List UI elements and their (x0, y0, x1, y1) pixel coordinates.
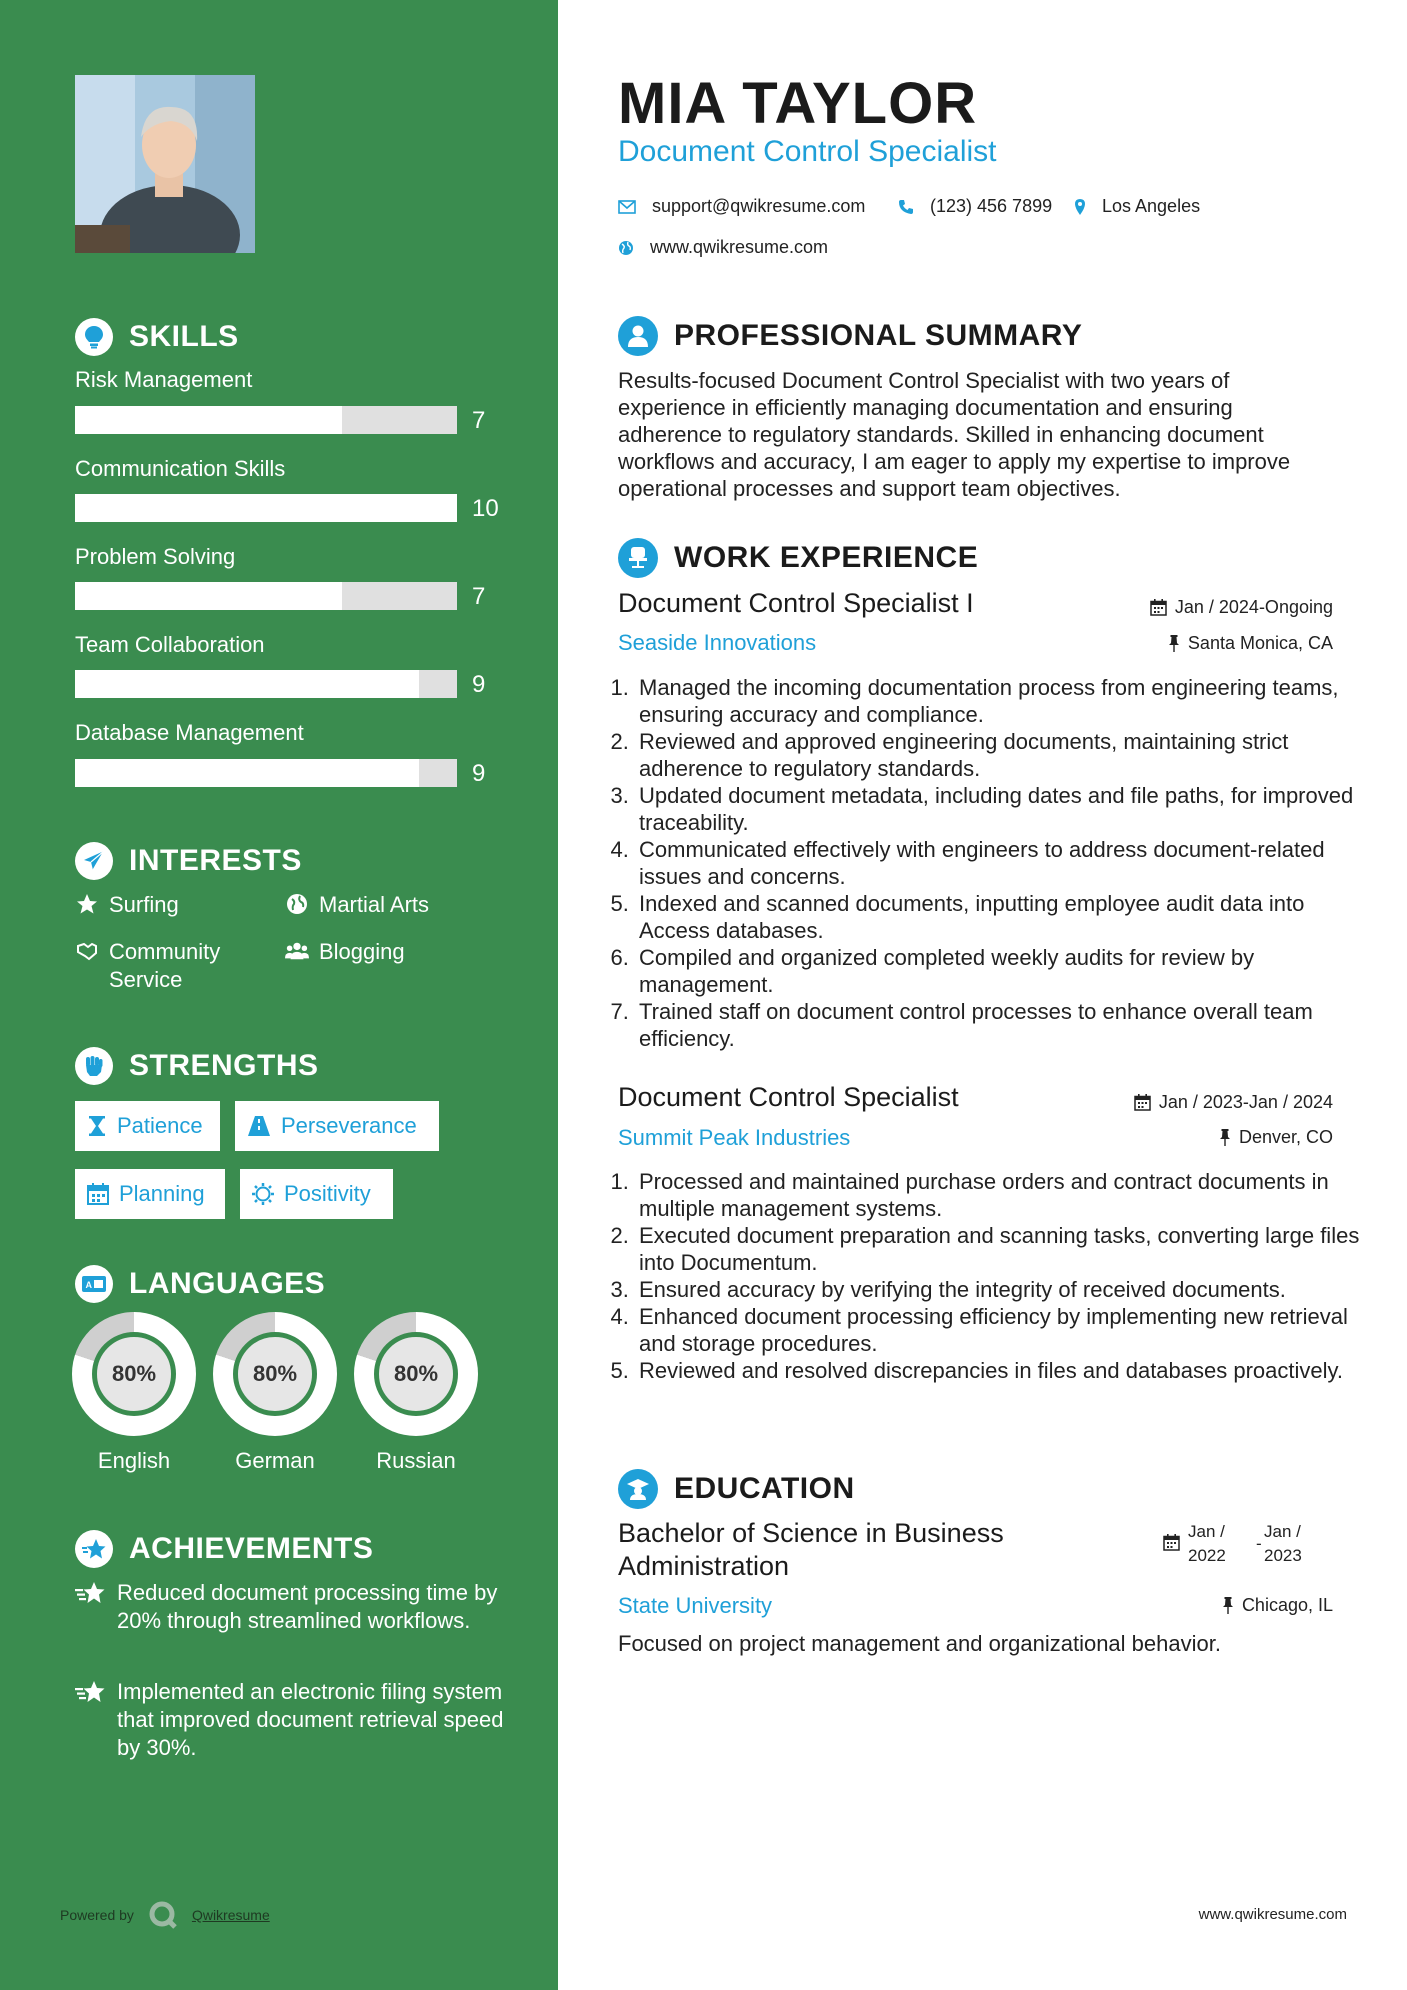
achievement-text: Implemented an electronic filing system that improved document retrieval speed by 30%. (117, 1679, 504, 1760)
summary-title: PROFESSIONAL SUMMARY (674, 319, 1083, 352)
job-location (1168, 633, 1333, 654)
pushpin-icon (1222, 1597, 1234, 1614)
job-bullets (610, 1168, 1363, 1384)
powered-by (60, 1900, 270, 1930)
languages-heading (75, 1265, 325, 1303)
graduate-icon (618, 1469, 658, 1509)
handshake-icon (75, 938, 99, 962)
skill-value: 10 (472, 495, 499, 522)
achievement-text: Reduced document processing time by 20% through streamlined workflows. (117, 1580, 498, 1633)
skill-value: 7 (472, 583, 486, 610)
language-percent: 80% (233, 1332, 317, 1416)
skills-title: SKILLS (129, 320, 239, 353)
achievements-heading (75, 1530, 373, 1568)
education-date-separator: - (1256, 1534, 1262, 1553)
job-bullet: 7. Trained staff on document control processes to enhance overall team efficiency. (635, 998, 1363, 1052)
skill-label: Communication Skills (75, 456, 286, 481)
phone-text[interactable]: (123) 456 7899 (930, 196, 1053, 216)
fist-icon (75, 1047, 113, 1085)
job-dates-text: Jan / 2023-Jan / 2024 (1158, 1092, 1333, 1112)
job-dates (1150, 597, 1333, 618)
globe-icon (285, 891, 309, 915)
language-name: Russian (376, 1448, 456, 1473)
strength-chip (240, 1169, 393, 1219)
education-description: Focused on project management and organizational behavior. (618, 1631, 1221, 1656)
strengths-heading (75, 1047, 319, 1085)
globe-icon (618, 240, 634, 256)
briefcase-chair-icon (618, 538, 658, 578)
skill-bar (75, 759, 457, 787)
hourglass-icon (87, 1115, 107, 1137)
sidebar (0, 0, 558, 1990)
skill-bar-fill (75, 494, 457, 522)
education-start-year: 2022 (1188, 1546, 1226, 1565)
contact-email (618, 196, 865, 217)
language-percent: 80% (92, 1332, 176, 1416)
calendar-icon (1163, 1534, 1180, 1556)
interest-item (75, 891, 179, 919)
education-degree: Bachelor of Science in Business Administration (618, 1518, 1004, 1581)
language-ring (213, 1312, 337, 1436)
location-text: Los Angeles (1102, 196, 1201, 216)
achievement-item (75, 1579, 505, 1635)
job-role: Document Control Specialist (618, 1082, 959, 1112)
education-end (1264, 1520, 1302, 1568)
job-bullet: 6. Compiled and organized completed weekly audits for review by management. (635, 944, 1363, 998)
strength-label: Planning (119, 1181, 205, 1206)
phone-icon (898, 199, 914, 215)
paper-plane-icon (75, 842, 113, 880)
interests-title: INTERESTS (129, 844, 302, 877)
strength-label: Patience (117, 1113, 203, 1138)
job-bullet: 1. Managed the incoming documentation process from engineering teams, ensuring accuracy and compliance. (635, 674, 1363, 728)
summary-text: Results-focused Document Control Specialist with two years of experience in efficiently managing documentation and ensuring adherence to regulatory standards. Skilled in enhancing document workflows and accuracy, I am eager to apply my expertise to improve operational processes and support team objectives. (618, 368, 1291, 501)
interest-label: Surfing (109, 892, 179, 917)
job-bullet: 1. Processed and maintained purchase orders and contract documents in multiple management systems. (635, 1168, 1363, 1222)
sun-icon (252, 1183, 274, 1205)
lightbulb-icon (75, 318, 113, 356)
education-school: State University (618, 1593, 773, 1618)
languages-title: LANGUAGES (129, 1267, 326, 1300)
star-icon (75, 891, 99, 915)
interest-label: Martial Arts (319, 892, 430, 917)
contact-website (618, 237, 828, 258)
language-name: English (97, 1448, 171, 1473)
powered-by-text: Powered by (60, 1907, 134, 1923)
skill-bar-fill (75, 582, 342, 610)
skill-label: Problem Solving (75, 544, 236, 569)
job-location-text: Santa Monica, CA (1187, 633, 1333, 653)
strength-label: Perseverance (281, 1113, 417, 1138)
language-item (72, 1312, 196, 1474)
skill-label: Team Collaboration (75, 632, 265, 657)
job-bullet: 4. Enhanced document processing efficiency by implementing new retrieval and storage procedures. (635, 1303, 1363, 1357)
footer-url[interactable]: www.qwikresume.com (1198, 1906, 1347, 1923)
job-company: Seaside Innovations (618, 630, 817, 655)
email-text[interactable]: support@qwikresume.com (652, 196, 866, 216)
skill-bar (75, 670, 457, 698)
interest-label: Blogging (319, 939, 405, 964)
calendar-icon (87, 1183, 109, 1205)
job-bullet: 2. Executed document preparation and scanning tasks, converting large files into Documentum. (635, 1222, 1363, 1276)
skill-bar (75, 406, 457, 434)
job-company: Summit Peak Industries (618, 1125, 851, 1150)
map-pin-icon (1074, 198, 1086, 216)
language-icon (75, 1265, 113, 1303)
qwikresume-link[interactable]: Qwikresume (191, 1907, 270, 1923)
education-location-text: Chicago, IL (1241, 1595, 1333, 1615)
users-icon (285, 938, 309, 962)
skill-bar-fill (75, 759, 419, 787)
achievements-title: ACHIEVEMENTS (129, 1532, 374, 1565)
skill-bar-fill (75, 670, 419, 698)
interests-heading (75, 842, 302, 880)
strength-chip (75, 1169, 225, 1219)
education-end-label: Jan / (1264, 1522, 1301, 1541)
language-percent: 80% (374, 1332, 458, 1416)
pushpin-icon (1168, 635, 1180, 652)
profile-photo (75, 75, 255, 253)
interest-item (285, 938, 405, 966)
envelope-icon (618, 200, 636, 214)
calendar-icon (1134, 1094, 1151, 1111)
achievement-item (75, 1678, 505, 1762)
job-dates (1134, 1092, 1333, 1113)
language-ring (72, 1312, 196, 1436)
skill-label: Database Management (75, 720, 304, 745)
language-item (213, 1312, 337, 1474)
trophy-star-icon (75, 1530, 113, 1568)
interest-item (75, 938, 275, 994)
job-dates-text: Jan / 2024-Ongoing (1174, 597, 1333, 617)
summary-heading (618, 316, 1082, 356)
education-end-year: 2023 (1264, 1546, 1302, 1565)
star-icon (75, 1678, 107, 1762)
candidate-name: MIA TAYLOR (618, 71, 978, 136)
website-text[interactable]: www.qwikresume.com (650, 237, 829, 257)
road-icon (247, 1115, 271, 1137)
contact-location (1074, 196, 1200, 217)
education-location (1222, 1595, 1333, 1616)
skill-bar-fill (75, 406, 342, 434)
education-heading (618, 1469, 855, 1509)
education-start-label: Jan / (1188, 1522, 1225, 1541)
star-icon (75, 1579, 107, 1635)
skill-value: 9 (472, 760, 486, 787)
skill-value: 7 (472, 407, 486, 434)
svg-text:A: A (85, 1280, 92, 1290)
job-location (1219, 1127, 1333, 1148)
calendar-icon (1150, 599, 1167, 616)
job-bullet: 2. Reviewed and approved engineering documents, maintaining strict adherence to regulatory standards. (635, 728, 1363, 782)
contact-phone (898, 196, 1052, 217)
job-bullets (610, 674, 1363, 1052)
job-role: Document Control Specialist I (618, 588, 974, 618)
skills-heading (75, 318, 239, 356)
job-bullet: 4. Communicated effectively with engineers to address document-related issues and concerns. (635, 836, 1363, 890)
language-item (354, 1312, 478, 1474)
interest-item (285, 891, 429, 919)
job-bullet: 5. Indexed and scanned documents, inputting employee audit data into Access databases. (635, 890, 1363, 944)
skill-value: 9 (472, 671, 486, 698)
skill-label: Risk Management (75, 367, 253, 392)
language-name: German (235, 1448, 315, 1473)
strength-chip (75, 1101, 220, 1151)
language-ring (354, 1312, 478, 1436)
strength-chip (235, 1101, 439, 1151)
experience-title: WORK EXPERIENCE (674, 541, 979, 574)
qwikresume-logo-icon (148, 1900, 178, 1930)
job-bullet: 3. Ensured accuracy by verifying the integrity of received documents. (635, 1276, 1363, 1303)
job-bullet: 3. Updated document metadata, including dates and file paths, for improved traceability. (635, 782, 1363, 836)
education-start (1188, 1520, 1226, 1568)
pushpin-icon (1219, 1129, 1231, 1146)
education-title: EDUCATION (674, 1472, 855, 1505)
skill-bar (75, 494, 457, 522)
experience-heading (618, 538, 978, 578)
skill-bar (75, 582, 457, 610)
user-icon (618, 316, 658, 356)
strength-label: Positivity (284, 1181, 371, 1206)
strengths-title: STRENGTHS (129, 1049, 319, 1082)
job-bullet: 5. Reviewed and resolved discrepancies in files and databases proactively. (635, 1357, 1363, 1384)
interest-label: Community Service (109, 939, 221, 992)
job-location-text: Denver, CO (1238, 1127, 1333, 1147)
candidate-title: Document Control Specialist (618, 135, 997, 168)
